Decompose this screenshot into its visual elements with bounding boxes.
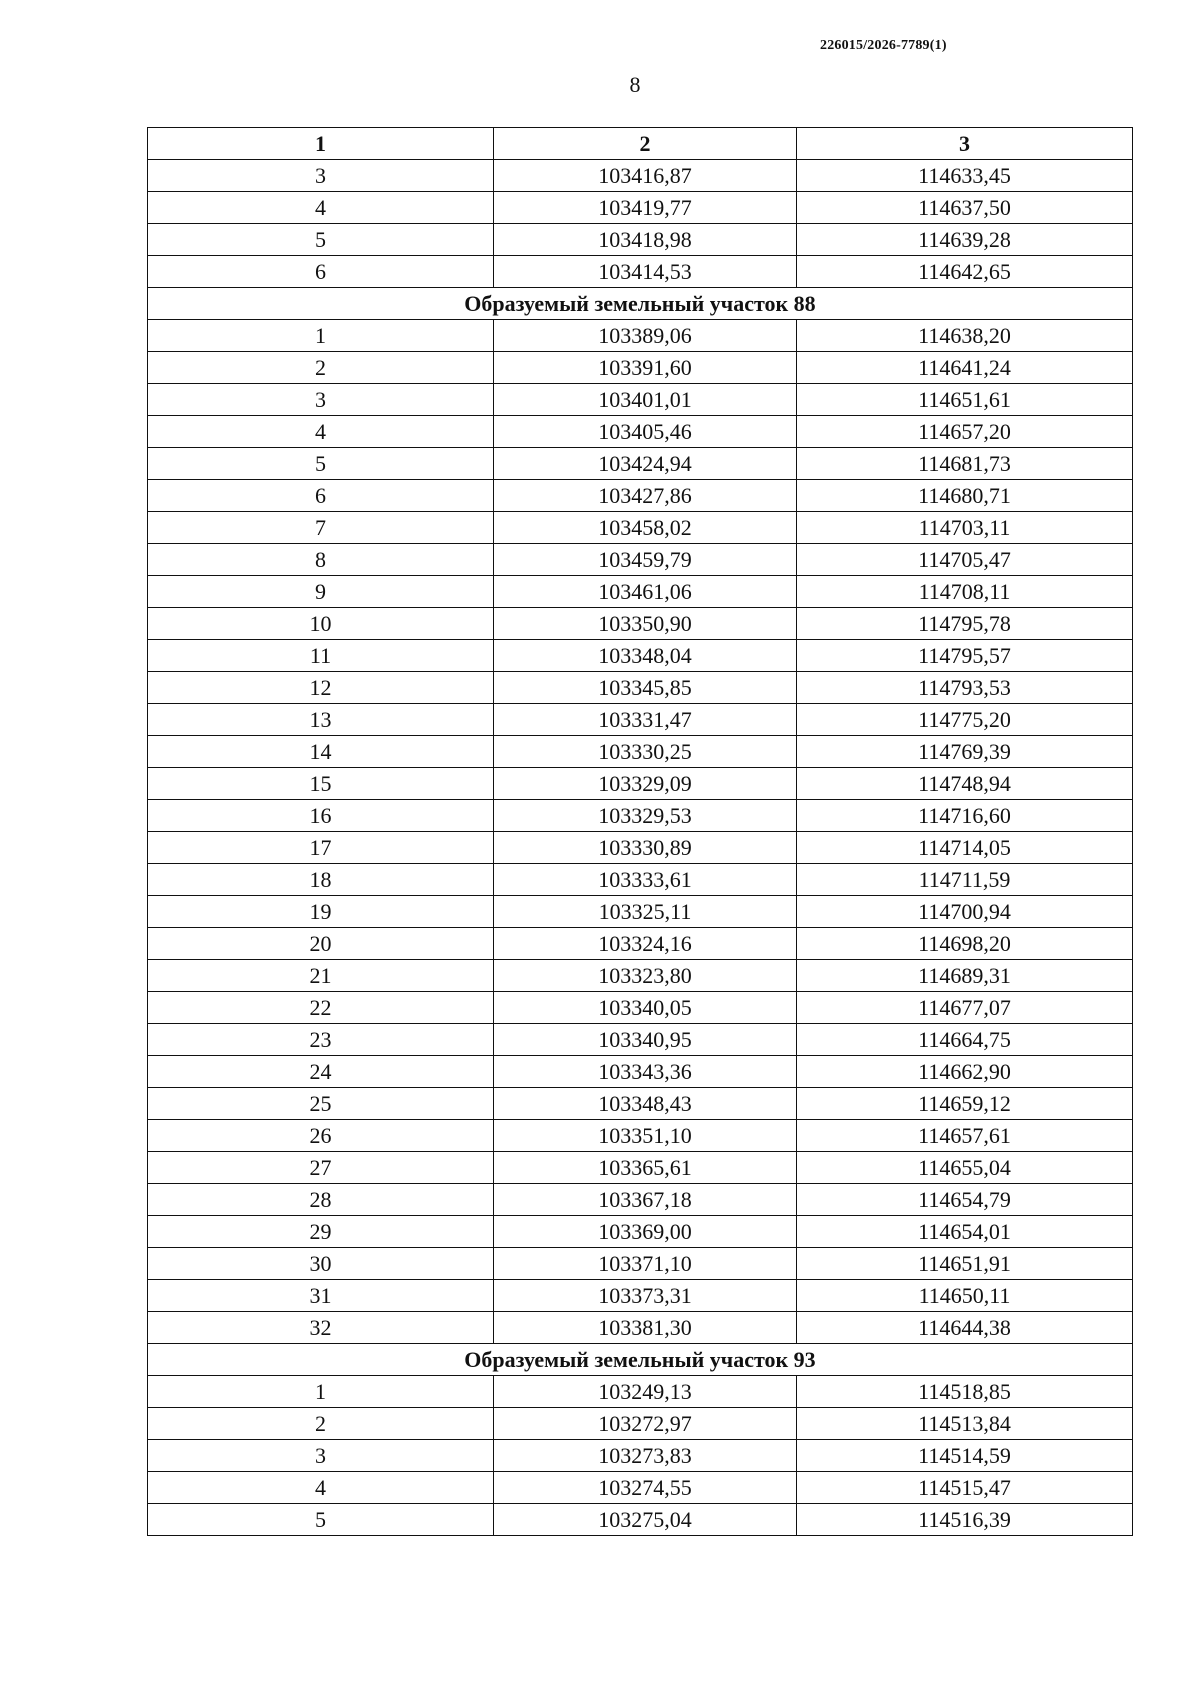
table-row — [148, 1408, 1133, 1440]
table-row — [148, 832, 1133, 864]
coordinate-y-cell: 114654,79 — [797, 1184, 1133, 1216]
coordinate-y-cell: 114708,11 — [797, 576, 1133, 608]
coordinate-x-cell: 103329,53 — [494, 800, 797, 832]
coordinate-x-cell: 103351,10 — [494, 1120, 797, 1152]
coordinate-x-cell: 103401,01 — [494, 384, 797, 416]
table-row — [148, 224, 1133, 256]
coordinate-x-cell: 103340,05 — [494, 992, 797, 1024]
coordinate-y-cell: 114637,50 — [797, 192, 1133, 224]
coordinate-y-cell: 114748,94 — [797, 768, 1133, 800]
point-number-cell: 1 — [148, 320, 494, 352]
point-number-cell: 23 — [148, 1024, 494, 1056]
coordinate-y-cell: 114651,61 — [797, 384, 1133, 416]
point-number-cell: 2 — [148, 1408, 494, 1440]
table-row — [148, 736, 1133, 768]
coordinate-x-cell: 103348,04 — [494, 640, 797, 672]
page-number: 8 — [629, 72, 641, 97]
point-number-cell: 8 — [148, 544, 494, 576]
coordinate-y-cell: 114642,65 — [797, 256, 1133, 288]
coordinate-y-cell: 114513,84 — [797, 1408, 1133, 1440]
header-row — [148, 128, 1133, 160]
point-number-cell: 7 — [148, 512, 494, 544]
coordinates-table — [147, 127, 1133, 1536]
table-row — [148, 256, 1133, 288]
point-number-cell: 18 — [148, 864, 494, 896]
table-row — [148, 352, 1133, 384]
coordinate-x-cell: 103371,10 — [494, 1248, 797, 1280]
point-number-cell: 19 — [148, 896, 494, 928]
point-number-cell: 27 — [148, 1152, 494, 1184]
table-row — [148, 768, 1133, 800]
coordinate-y-cell: 114700,94 — [797, 896, 1133, 928]
coordinate-y-cell: 114662,90 — [797, 1056, 1133, 1088]
table-row — [148, 448, 1133, 480]
point-number-cell: 4 — [148, 416, 494, 448]
table-row — [148, 576, 1133, 608]
table-row — [148, 1184, 1133, 1216]
coordinate-x-cell: 103323,80 — [494, 960, 797, 992]
point-number-cell: 5 — [148, 224, 494, 256]
coordinate-x-cell: 103275,04 — [494, 1504, 797, 1536]
point-number-cell: 20 — [148, 928, 494, 960]
point-number-cell: 32 — [148, 1312, 494, 1344]
coordinate-y-cell: 114516,39 — [797, 1504, 1133, 1536]
coordinate-x-cell: 103414,53 — [494, 256, 797, 288]
coordinate-y-cell: 114680,71 — [797, 480, 1133, 512]
coordinate-x-cell: 103416,87 — [494, 160, 797, 192]
coordinate-y-cell: 114716,60 — [797, 800, 1133, 832]
coordinate-x-cell: 103418,98 — [494, 224, 797, 256]
table-row — [148, 896, 1133, 928]
coordinate-y-cell: 114795,57 — [797, 640, 1133, 672]
table-row — [148, 512, 1133, 544]
coordinate-x-cell: 103365,61 — [494, 1152, 797, 1184]
section-row — [148, 1344, 1133, 1376]
point-number-cell: 3 — [148, 384, 494, 416]
table-row — [148, 192, 1133, 224]
point-number-cell: 2 — [148, 352, 494, 384]
coordinate-x-cell: 103350,90 — [494, 608, 797, 640]
point-number-cell: 22 — [148, 992, 494, 1024]
coordinate-x-cell: 103325,11 — [494, 896, 797, 928]
table-row — [148, 1120, 1133, 1152]
table-body — [148, 160, 1133, 1536]
table-row — [148, 1280, 1133, 1312]
table-row — [148, 416, 1133, 448]
point-number-cell: 17 — [148, 832, 494, 864]
table-row — [148, 1440, 1133, 1472]
coordinate-y-cell: 114681,73 — [797, 448, 1133, 480]
table-row — [148, 992, 1133, 1024]
coordinate-y-cell: 114664,75 — [797, 1024, 1133, 1056]
point-number-cell: 24 — [148, 1056, 494, 1088]
table-row — [148, 160, 1133, 192]
coordinate-y-cell: 114655,04 — [797, 1152, 1133, 1184]
coordinate-y-cell: 114689,31 — [797, 960, 1133, 992]
table-row — [148, 704, 1133, 736]
table-row — [148, 928, 1133, 960]
point-number-cell: 4 — [148, 1472, 494, 1504]
point-number-cell: 31 — [148, 1280, 494, 1312]
coordinate-x-cell: 103348,43 — [494, 1088, 797, 1120]
point-number-cell: 25 — [148, 1088, 494, 1120]
coordinate-y-cell: 114657,20 — [797, 416, 1133, 448]
table-row — [148, 544, 1133, 576]
point-number-cell: 29 — [148, 1216, 494, 1248]
coordinate-y-cell: 114651,91 — [797, 1248, 1133, 1280]
point-number-cell: 9 — [148, 576, 494, 608]
coordinate-x-cell: 103273,83 — [494, 1440, 797, 1472]
coordinate-x-cell: 103461,06 — [494, 576, 797, 608]
coordinate-y-cell: 114711,59 — [797, 864, 1133, 896]
coordinate-x-cell: 103343,36 — [494, 1056, 797, 1088]
coordinate-x-cell: 103459,79 — [494, 544, 797, 576]
point-number-cell: 3 — [148, 1440, 494, 1472]
coordinate-y-cell: 114769,39 — [797, 736, 1133, 768]
coordinate-y-cell: 114657,61 — [797, 1120, 1133, 1152]
coordinate-x-cell: 103369,00 — [494, 1216, 797, 1248]
coordinate-x-cell: 103389,06 — [494, 320, 797, 352]
coordinate-y-cell: 114775,20 — [797, 704, 1133, 736]
coordinate-y-cell: 114654,01 — [797, 1216, 1133, 1248]
point-number-cell: 10 — [148, 608, 494, 640]
coordinate-x-cell: 103330,89 — [494, 832, 797, 864]
table-row — [148, 1088, 1133, 1120]
point-number-cell: 6 — [148, 256, 494, 288]
coordinate-x-cell: 103333,61 — [494, 864, 797, 896]
coordinate-y-cell: 114659,12 — [797, 1088, 1133, 1120]
table-row — [148, 1472, 1133, 1504]
coordinate-y-cell: 114650,11 — [797, 1280, 1133, 1312]
section-title: Образуемый земельный участок 93 — [148, 1344, 1133, 1376]
coordinate-y-cell: 114514,59 — [797, 1440, 1133, 1472]
coordinate-x-cell: 103373,31 — [494, 1280, 797, 1312]
coordinate-x-cell: 103424,94 — [494, 448, 797, 480]
document-number: 226015/2026-7789(1) — [820, 38, 947, 53]
coordinate-x-cell: 103458,02 — [494, 512, 797, 544]
coordinate-y-cell: 114793,53 — [797, 672, 1133, 704]
coordinate-x-cell: 103391,60 — [494, 352, 797, 384]
point-number-cell: 4 — [148, 192, 494, 224]
point-number-cell: 6 — [148, 480, 494, 512]
coordinate-y-cell: 114795,78 — [797, 608, 1133, 640]
coordinate-x-cell: 103345,85 — [494, 672, 797, 704]
table-row — [148, 480, 1133, 512]
table-row — [148, 1056, 1133, 1088]
table-row — [148, 960, 1133, 992]
coordinate-y-cell: 114518,85 — [797, 1376, 1133, 1408]
coordinate-y-cell: 114515,47 — [797, 1472, 1133, 1504]
point-number-cell: 15 — [148, 768, 494, 800]
coordinate-x-cell: 103405,46 — [494, 416, 797, 448]
coordinate-y-cell: 114677,07 — [797, 992, 1133, 1024]
coordinate-x-cell: 103340,95 — [494, 1024, 797, 1056]
header-cell-2: 2 — [494, 128, 797, 160]
point-number-cell: 3 — [148, 160, 494, 192]
coordinate-x-cell: 103324,16 — [494, 928, 797, 960]
table-header — [148, 128, 1133, 160]
coordinate-x-cell: 103367,18 — [494, 1184, 797, 1216]
table-row — [148, 640, 1133, 672]
header-cell-1: 1 — [148, 128, 494, 160]
point-number-cell: 1 — [148, 1376, 494, 1408]
point-number-cell: 11 — [148, 640, 494, 672]
coordinate-y-cell: 114714,05 — [797, 832, 1133, 864]
coordinate-y-cell: 114698,20 — [797, 928, 1133, 960]
table-row — [148, 1152, 1133, 1184]
point-number-cell: 21 — [148, 960, 494, 992]
point-number-cell: 12 — [148, 672, 494, 704]
point-number-cell: 5 — [148, 1504, 494, 1536]
table-row — [148, 1216, 1133, 1248]
coordinate-x-cell: 103330,25 — [494, 736, 797, 768]
table-row — [148, 1248, 1133, 1280]
table-row — [148, 1376, 1133, 1408]
coordinate-x-cell: 103419,77 — [494, 192, 797, 224]
point-number-cell: 14 — [148, 736, 494, 768]
coordinate-x-cell: 103331,47 — [494, 704, 797, 736]
header-cell-3: 3 — [797, 128, 1133, 160]
coordinate-x-cell: 103274,55 — [494, 1472, 797, 1504]
point-number-cell: 13 — [148, 704, 494, 736]
section-row — [148, 288, 1133, 320]
coordinate-y-cell: 114633,45 — [797, 160, 1133, 192]
section-title: Образуемый земельный участок 88 — [148, 288, 1133, 320]
point-number-cell: 30 — [148, 1248, 494, 1280]
table-row — [148, 320, 1133, 352]
coordinate-x-cell: 103381,30 — [494, 1312, 797, 1344]
coordinate-y-cell: 114644,38 — [797, 1312, 1133, 1344]
coordinate-x-cell: 103249,13 — [494, 1376, 797, 1408]
coordinate-y-cell: 114639,28 — [797, 224, 1133, 256]
point-number-cell: 16 — [148, 800, 494, 832]
coordinate-y-cell: 114703,11 — [797, 512, 1133, 544]
table-row — [148, 1312, 1133, 1344]
table-row — [148, 384, 1133, 416]
table-row — [148, 1504, 1133, 1536]
table-row — [148, 864, 1133, 896]
coordinate-x-cell: 103427,86 — [494, 480, 797, 512]
coordinate-y-cell: 114641,24 — [797, 352, 1133, 384]
table-row — [148, 608, 1133, 640]
coordinate-x-cell: 103329,09 — [494, 768, 797, 800]
point-number-cell: 28 — [148, 1184, 494, 1216]
table-row — [148, 800, 1133, 832]
table-row — [148, 1024, 1133, 1056]
table-row — [148, 672, 1133, 704]
point-number-cell: 26 — [148, 1120, 494, 1152]
coordinate-x-cell: 103272,97 — [494, 1408, 797, 1440]
coordinate-y-cell: 114638,20 — [797, 320, 1133, 352]
coordinate-y-cell: 114705,47 — [797, 544, 1133, 576]
point-number-cell: 5 — [148, 448, 494, 480]
